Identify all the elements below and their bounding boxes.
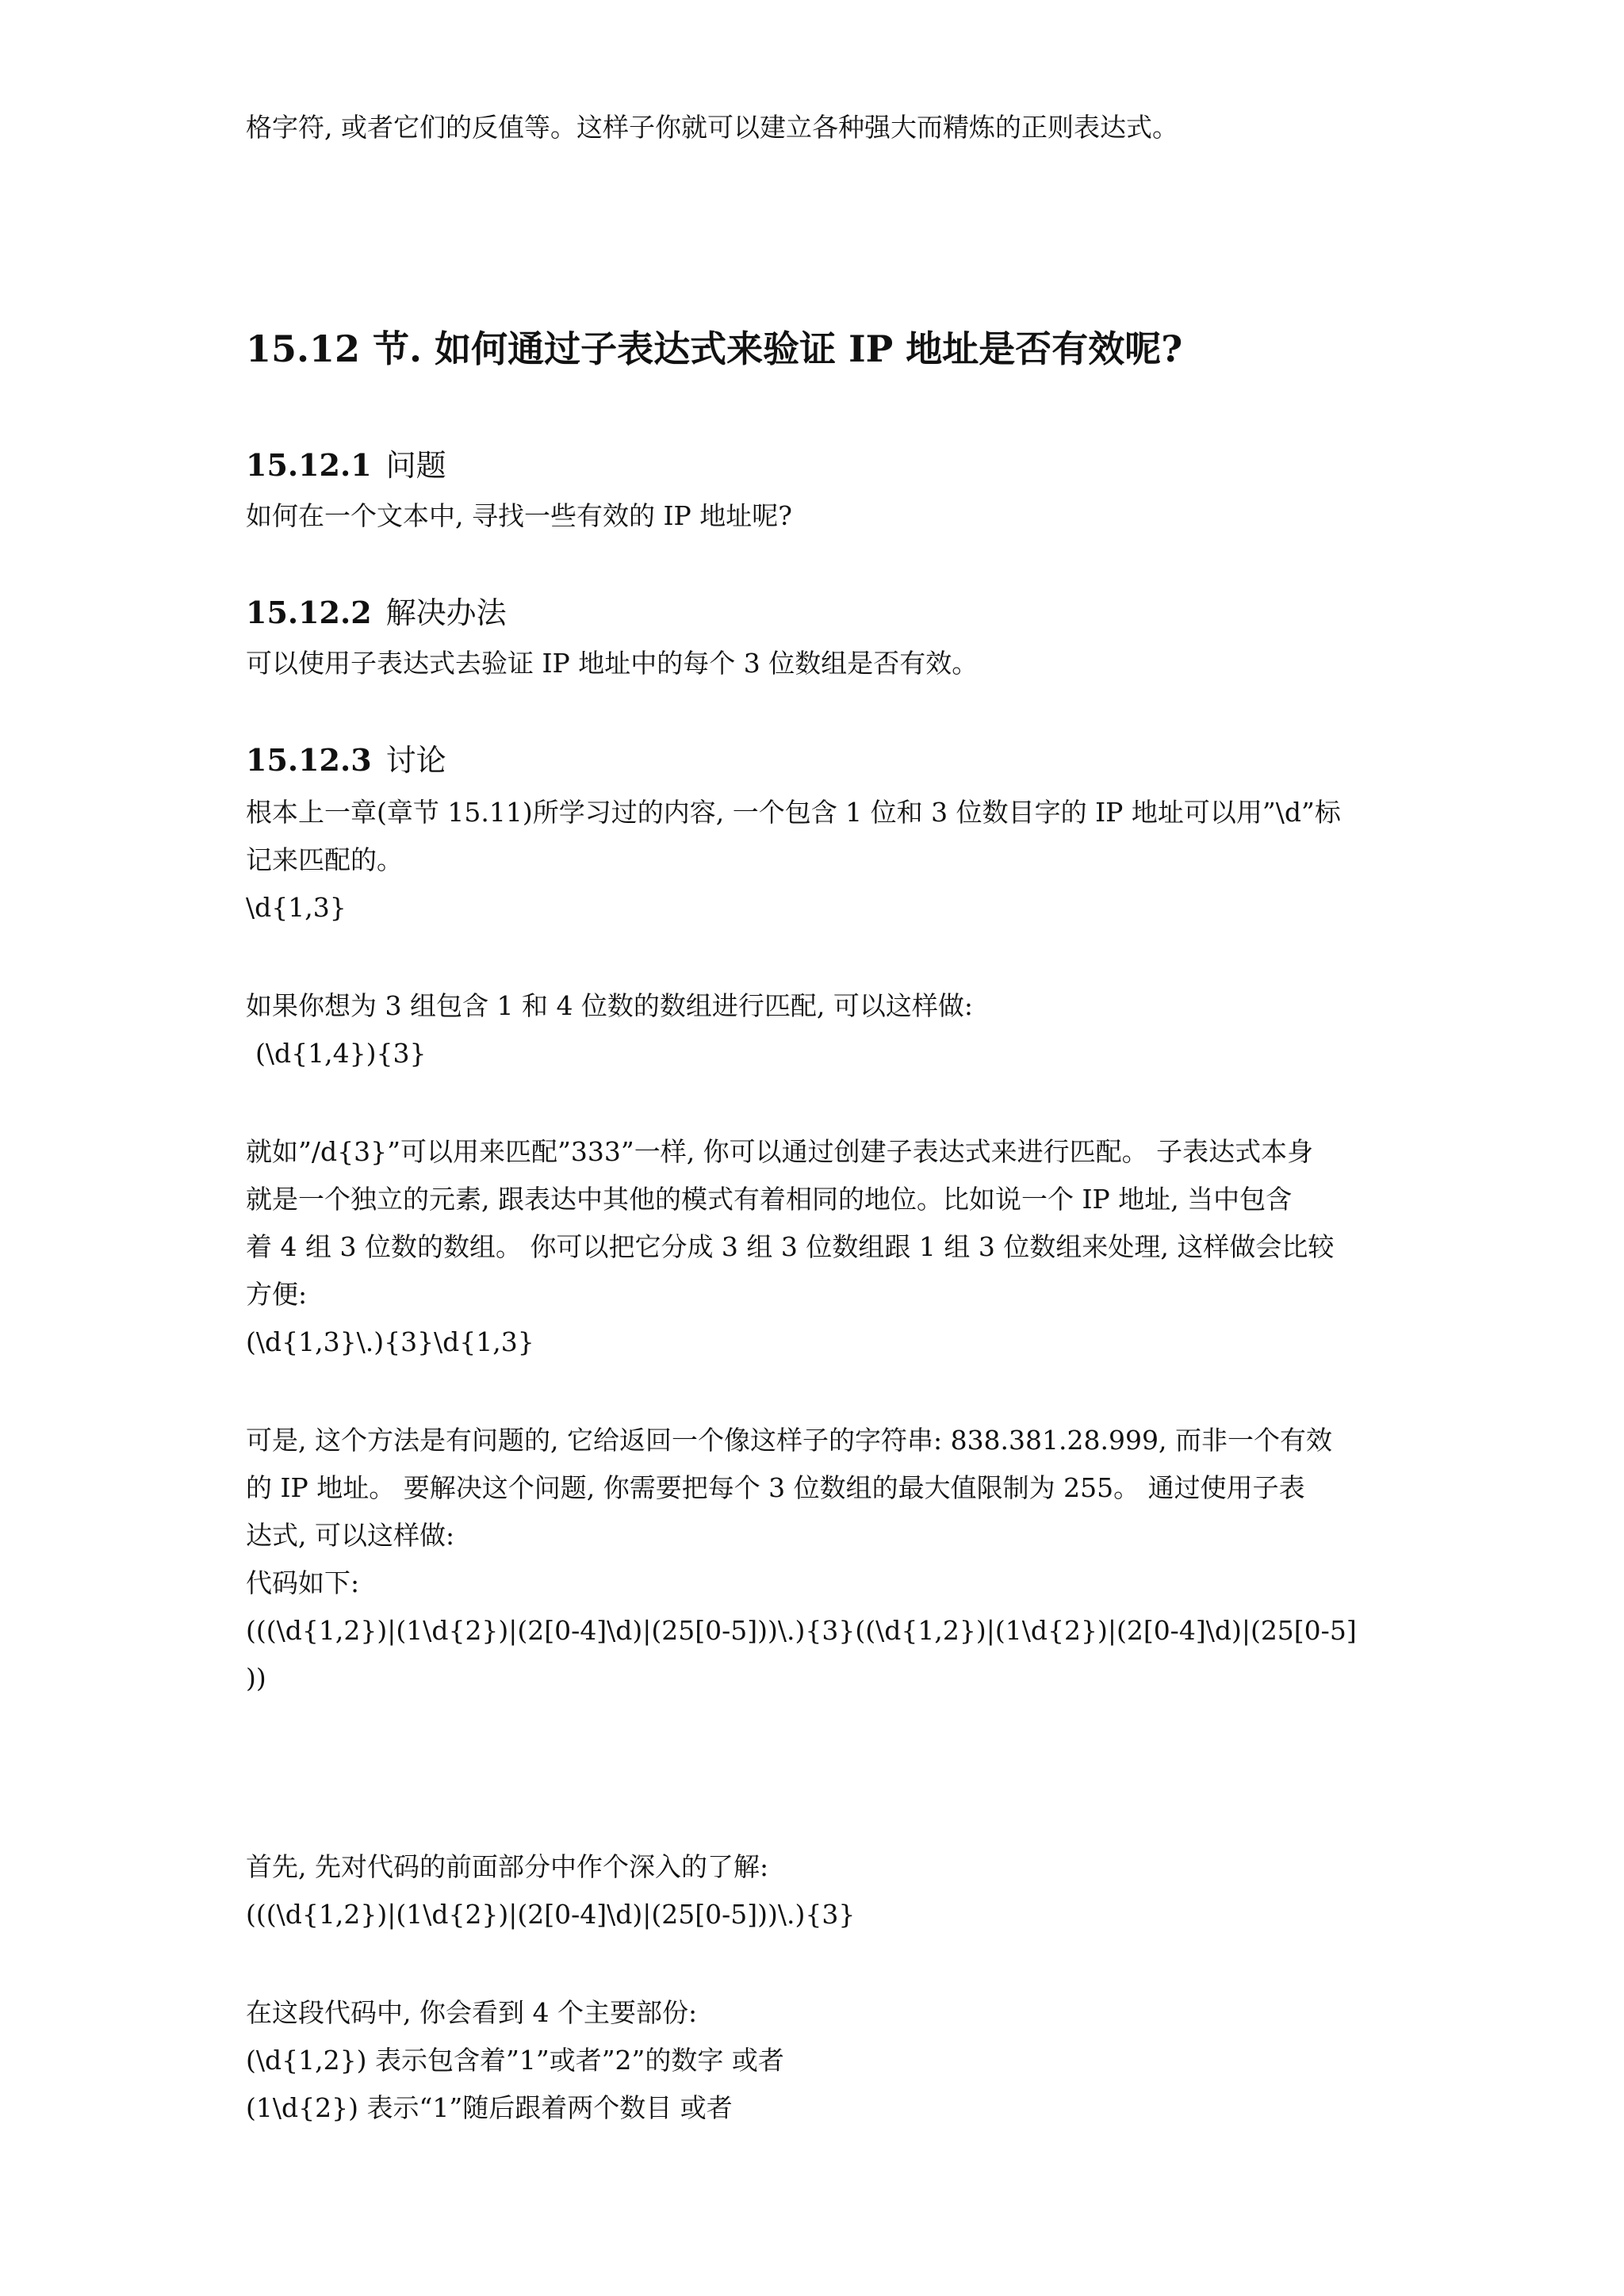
solution-heading (246, 591, 507, 634)
discussion-line: 代码如下: (246, 1567, 360, 1598)
discussion-line: 首先, 先对代码的前面部分中作个深入的了解: (246, 1851, 769, 1882)
discussion-line: 就如”/d{3}”可以用来匹配”333”一样, 你可以通过创建子表达式来进行匹配。 子表达式本身 (246, 1136, 1314, 1167)
discussion-line: 就是一个独立的元素, 跟表达中其他的模式有着相同的地位。比如说一个 IP 地址, 当中包含 (246, 1184, 1293, 1215)
section-heading: 15.12 节. 如何通过子表达式来验证 IP 地址是否有效呢? (246, 327, 1183, 370)
solution-text: 可以使用子表达式去验证 IP 地址中的每个 3 位数组是否有效。 (246, 648, 979, 679)
discussion-number: 15.12.3 (246, 742, 372, 778)
discussion-line: (\d{1,2}) 表示包含着”1”或者”2”的数字 或者 (246, 2045, 784, 2076)
code-snippet: )) (246, 1663, 266, 1693)
discussion-title: 讨论 (385, 743, 446, 778)
code-snippet: (\d{1,4}){3} (255, 1038, 427, 1069)
discussion-line: 根本上一章(章节 15.11)所学习过的内容, 一个包含 1 位和 3 位数目字的 IP 地址可以用”\d”标 (246, 797, 1341, 828)
code-snippet: (((\d{1,2})|(1\d{2})|(2[0-4]\d)|(25[0-5]))\.){3}((\d{1,2})|(1\d{2})|(2[0-4]\d)|(25[0-5] (246, 1615, 1357, 1646)
problem-title: 问题 (385, 448, 446, 483)
code-snippet: (\d{1,3}\.){3}\d{1,3} (246, 1326, 534, 1357)
discussion-line: 在这段代码中, 你会看到 4 个主要部份: (246, 1997, 698, 2028)
solution-title: 解决办法 (385, 595, 507, 630)
problem-number: 15.12.1 (246, 447, 372, 483)
problem-heading (246, 444, 446, 487)
solution-number: 15.12.2 (246, 595, 372, 630)
discussion-line: 记来匹配的。 (246, 844, 403, 875)
discussion-line: (1\d{2}) 表示“1”随后跟着两个数目 或者 (246, 2092, 733, 2123)
discussion-heading (246, 739, 446, 782)
discussion-line: 达式, 可以这样做: (246, 1520, 455, 1551)
discussion-line: 的 IP 地址。 要解决这个问题, 你需要把每个 3 位数组的最大值限制为 255。 通过使用子表 (246, 1472, 1305, 1503)
discussion-line: 可是, 这个方法是有问题的, 它给返回一个像这样子的字符串: 838.381.28.999, 而非一个有效 (246, 1425, 1332, 1456)
code-snippet: \d{1,3} (246, 892, 347, 923)
code-snippet: (((\d{1,2})|(1\d{2})|(2[0-4]\d)|(25[0-5]))\.){3} (246, 1899, 856, 1930)
discussion-line: 如果你想为 3 组包含 1 和 4 位数的数组进行匹配, 可以这样做: (246, 990, 974, 1021)
intro-text: 格字符, 或者它们的反值等。这样子你就可以建立各种强大而精炼的正则表达式。 (246, 112, 1178, 143)
discussion-line: 着 4 组 3 位数的数组。 你可以把它分成 3 组 3 位数组跟 1 组 3 位数组来处理, 这样做会比较 (246, 1231, 1335, 1262)
problem-text: 如何在一个文本中, 寻找一些有效的 IP 地址呢? (246, 500, 792, 531)
discussion-line: 方便: (246, 1279, 308, 1310)
